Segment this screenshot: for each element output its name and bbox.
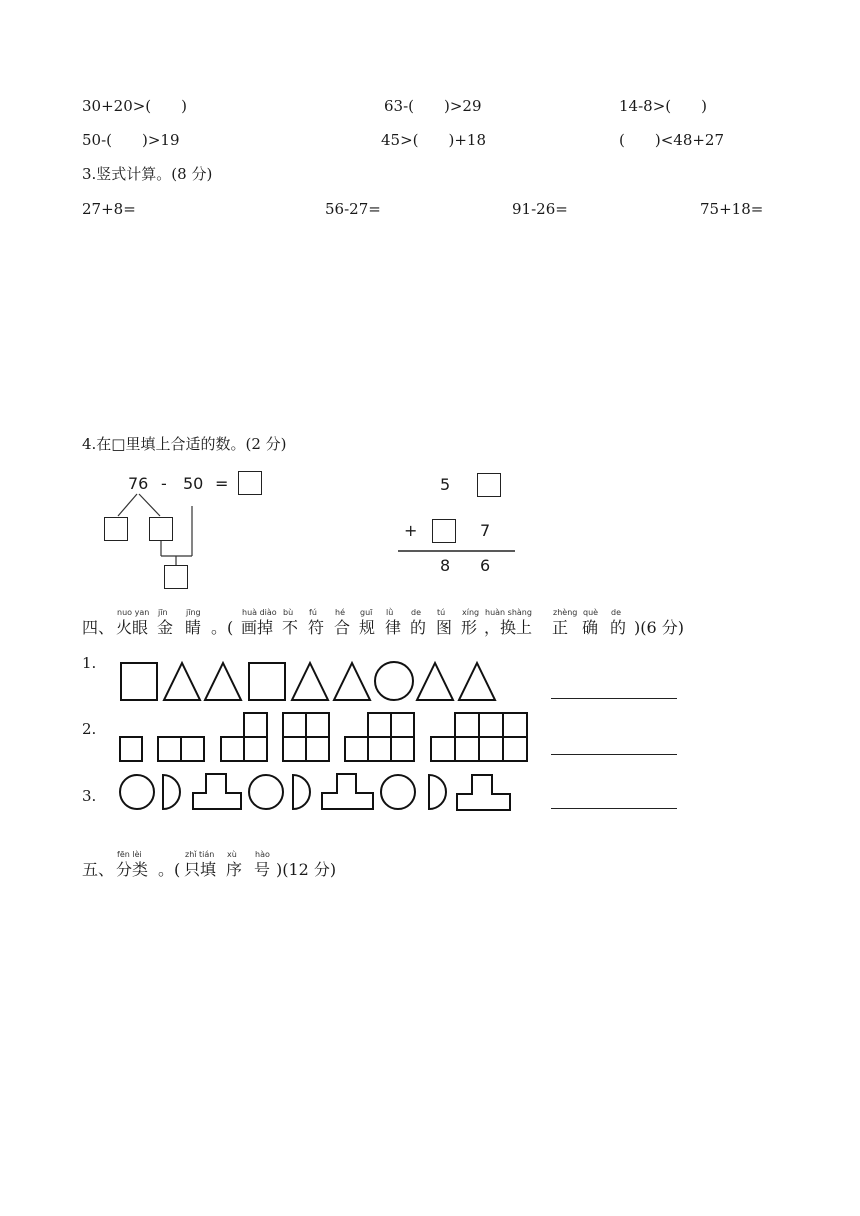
heading-char: 。( <box>211 618 234 637</box>
row-number-2: 2. <box>82 720 97 738</box>
q4-left-b: 50 <box>183 474 204 493</box>
half-circle-shape <box>429 775 446 809</box>
heading-char: 图 <box>436 618 453 637</box>
t-shape <box>322 774 373 809</box>
circle-shape <box>381 775 415 809</box>
q4-right-mid: 7 <box>480 521 491 540</box>
pinyin-label: xù <box>227 850 237 859</box>
t-shape <box>193 774 241 809</box>
inequality-3: 14-8>( ) <box>619 97 707 115</box>
inequality-2: 63-( )>29 <box>384 97 482 115</box>
pinyin-label: lǜ <box>386 608 394 617</box>
pinyin-label: huà diào <box>242 608 277 617</box>
q3-problem-3: 91-26= <box>512 200 568 218</box>
inequality-6: ( )<48+27 <box>619 131 725 149</box>
q4-left-op: - <box>161 474 167 493</box>
t-shape <box>457 775 510 810</box>
q4-left-a: 76 <box>128 474 149 493</box>
q4-right-top: 5 <box>440 475 451 494</box>
q3-problem-1: 27+8= <box>82 200 136 218</box>
pinyin-label: fú <box>309 608 317 617</box>
inequality-5: 45>( )+18 <box>381 131 487 149</box>
heading-char: )(6 分) <box>634 618 684 637</box>
heading-char: )(12 分) <box>276 860 337 879</box>
pinyin-label: de <box>411 608 421 617</box>
q3-problem-4: 75+18= <box>700 200 764 218</box>
answer-line-1[interactable] <box>551 698 677 699</box>
pinyin-label: jīng <box>186 608 201 617</box>
heading-char: 律 <box>385 618 402 637</box>
half-circle-shape <box>293 775 310 809</box>
pinyin-label: de <box>611 608 621 617</box>
pinyin-label: zhèng <box>553 608 578 617</box>
pinyin-label: huàn shàng <box>485 608 532 617</box>
q4-title: 4.在□里填上合适的数。(2 分) <box>82 435 287 453</box>
pinyin-label: guī <box>360 608 373 617</box>
inequality-4: 50-( )>19 <box>82 131 180 149</box>
inequality-1: 30+20>( ) <box>82 97 188 115</box>
heading-char: 的 <box>410 618 427 637</box>
heading-char: 分类 <box>116 860 149 879</box>
q4-left-eq: = <box>215 474 229 493</box>
heading-char: 形 <box>461 618 478 637</box>
row-number-3: 3. <box>82 787 97 805</box>
pinyin-label: què <box>583 608 599 617</box>
pinyin-label: hé <box>335 608 345 617</box>
heading-char: ，换上 <box>484 618 533 637</box>
q4-right-plus: + <box>404 521 418 540</box>
heading-char: 睛 <box>185 618 202 637</box>
half-circle-shape <box>163 775 180 809</box>
heading-char: 合 <box>334 618 351 637</box>
heading-char: 金 <box>157 618 174 637</box>
heading-char: 符 <box>308 618 325 637</box>
answer-line-3[interactable] <box>551 808 677 809</box>
q4-right-r1: 8 <box>440 556 451 575</box>
pinyin-label: nuo yan <box>117 608 150 617</box>
heading-char: 规 <box>359 618 376 637</box>
pinyin-label: zhǐ tián <box>185 850 215 859</box>
heading-char: 。( <box>158 860 181 879</box>
sec4-prefix: 四、 <box>82 618 115 637</box>
pinyin-label: jīn <box>158 608 168 617</box>
pinyin-label: fēn lèi <box>117 850 142 859</box>
heading-char: 只填 <box>184 860 217 879</box>
pinyin-label: hào <box>255 850 270 859</box>
heading-char: 画掉 <box>241 618 274 637</box>
pinyin-label: bù <box>283 608 294 617</box>
q3-title: 3.竖式计算。(8 分) <box>82 165 213 183</box>
pinyin-label: xíng <box>462 608 480 617</box>
answer-line-2[interactable] <box>551 754 677 755</box>
heading-char: 不 <box>282 618 299 637</box>
circle-shape <box>120 775 154 809</box>
pinyin-label: tú <box>437 608 446 617</box>
circle-shape <box>249 775 283 809</box>
sec5-prefix: 五、 <box>82 860 115 879</box>
heading-char: 号 <box>254 860 271 879</box>
heading-char: 火眼 <box>116 618 149 637</box>
heading-char: 序 <box>226 860 243 879</box>
heading-char: 正 <box>552 618 569 637</box>
q3-problem-2: 56-27= <box>325 200 381 218</box>
row-number-1: 1. <box>82 654 97 672</box>
heading-char: 的 <box>610 618 627 637</box>
heading-char: 确 <box>582 618 599 637</box>
q4-right-r2: 6 <box>480 556 491 575</box>
